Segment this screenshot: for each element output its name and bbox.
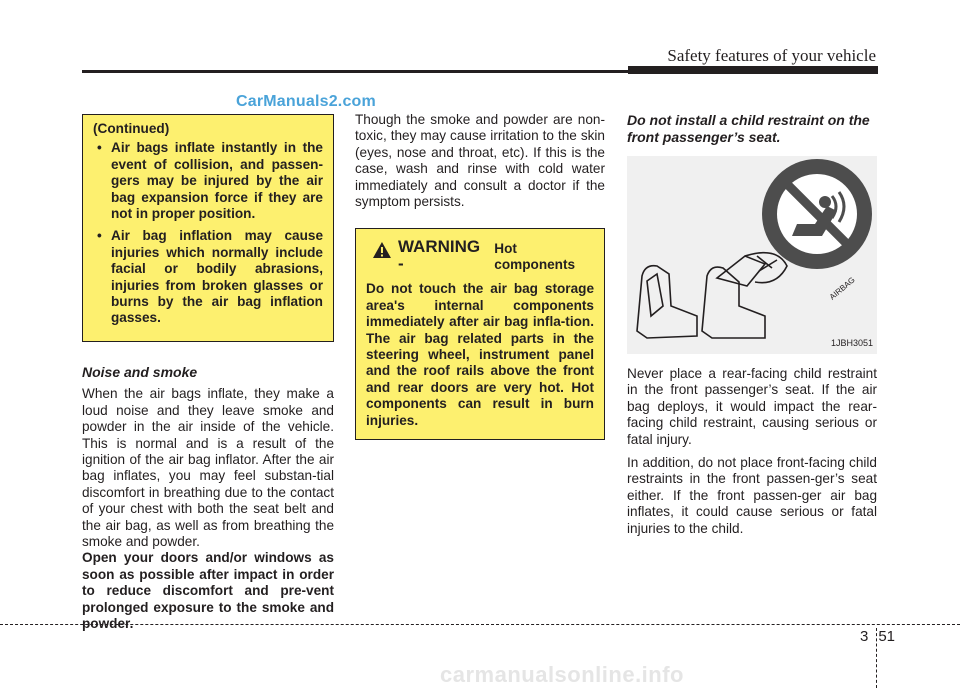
paragraph-irritation: Though the smoke and powder are non-toxic, they may cause irritation to the skin (eyes, nose and throat, etc). If this is the case, wash and rinse with cold water immediately and consult a doctor if the symptom persists. bbox=[355, 112, 605, 210]
page-number-value: 51 bbox=[878, 628, 896, 645]
subheading-noise-smoke: Noise and smoke bbox=[82, 363, 198, 380]
page-number bbox=[860, 628, 895, 645]
caution-bullet: • Air bags inflate instantly in the event of collision, and passen-gers may be injured by the air bag expansion force if they are not in proper position. bbox=[93, 140, 323, 222]
figure-child-restraint bbox=[627, 156, 877, 354]
paragraph-rear-facing: Never place a rear-facing child restraint in the front passenger’s seat. If the air bag deploys, it would impact the rear-facing child restraint, causing serious or fatal injury. bbox=[627, 366, 877, 447]
bold-instruction: Open your doors and/or windows as soon as possible after impact in order to reduce discomfort and pre-vent prolonged exposure to the smoke and powder. bbox=[82, 550, 334, 631]
warning-word: WARNING - bbox=[397, 237, 481, 273]
child-seat-airbag-illustration bbox=[627, 156, 877, 354]
figure-code: 1JBH3051 bbox=[830, 337, 873, 348]
subheading-child-restraint: Do not install a child restraint on the front passenger’s seat. bbox=[627, 112, 870, 145]
chapter-number: 3 bbox=[860, 628, 869, 645]
no-airbag-sign-icon bbox=[762, 159, 872, 269]
column-2 bbox=[355, 112, 605, 440]
caution-bullet: • Air bag inflation may cause injuries which normally include facial or bodily abrasions, injuries from broken glasses or burns by the air bag inflation gasses. bbox=[93, 228, 323, 326]
airbag-sign-text: AIRBAG bbox=[827, 275, 857, 302]
paragraph-noise-smoke: When the air bags inflate, they make a loud noise and they leave smoke and powder in the air inside of the vehicle. This is normal and is a result of the ignition of the air bag inflator. After the air bag inflates, you may feel substan-tial discomfort in breathing due to the contact of your chest with both the seat belt and the air bag, as well as from breathing the smoke and powder. bbox=[82, 386, 334, 549]
warning-box bbox=[355, 228, 605, 440]
header-rule-tab bbox=[628, 66, 878, 74]
watermark-bottom[interactable]: carmanualsonline.info bbox=[440, 662, 684, 687]
warning-triangle-icon bbox=[372, 241, 392, 259]
warning-heading bbox=[366, 239, 594, 273]
warning-body: Do not touch the air bag storage area's internal components immediately after air bag infla-tion. The air bag related parts in the steering wheel, instrument panel and the roof rails above the front and rear doors are very hot. Hot components can result in burn injuries. bbox=[366, 281, 594, 428]
caution-list bbox=[93, 140, 323, 326]
caution-continued: (Continued) bbox=[93, 121, 170, 136]
column-3 bbox=[627, 112, 877, 544]
paragraph-front-facing: In addition, do not place front-facing child restraints in the front passen-ger’s seat either. If the front passen-ger air bag inflates, it could cause serious or fatal injuries to the child. bbox=[627, 455, 877, 536]
section-title: Safety features of your vehicle bbox=[667, 46, 876, 65]
column-1 bbox=[82, 114, 334, 639]
footer-rule bbox=[0, 624, 960, 625]
caution-box bbox=[82, 114, 334, 342]
watermark-link[interactable]: CarManuals2.com bbox=[236, 93, 376, 110]
vehicle-seats-illustration bbox=[637, 253, 787, 338]
warning-title: Hot components bbox=[494, 241, 576, 273]
